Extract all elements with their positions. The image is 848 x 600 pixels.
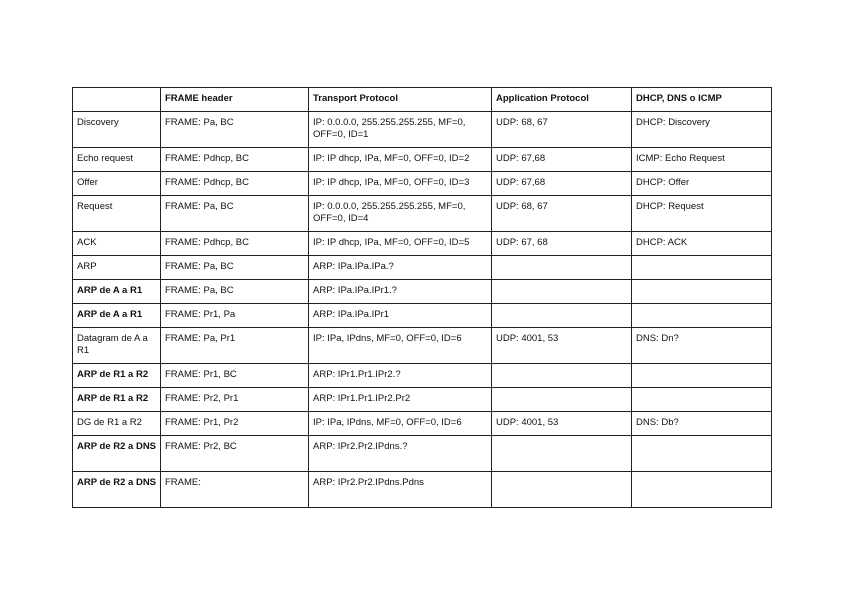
table-cell [632, 304, 772, 328]
table-cell: ARP: IPa.IPa.IPa.? [309, 256, 492, 280]
table-cell: IP: IPa, IPdns, MF=0, OFF=0, ID=6 [309, 328, 492, 364]
table-cell [632, 436, 772, 472]
table-cell: IP: IPa, IPdns, MF=0, OFF=0, ID=6 [309, 412, 492, 436]
table-row [73, 436, 772, 472]
table-cell: FRAME: Pr1, BC [161, 364, 309, 388]
table-cell [632, 388, 772, 412]
table-cell: UDP: 67,68 [492, 172, 632, 196]
table-cell: DHCP: ACK [632, 232, 772, 256]
table-cell [632, 256, 772, 280]
table-cell: Offer [73, 172, 161, 196]
table-cell: FRAME: Pa, BC [161, 256, 309, 280]
table-cell: DG de R1 a R2 [73, 412, 161, 436]
table-cell: DNS: Db? [632, 412, 772, 436]
table-cell: Request [73, 196, 161, 232]
table-row [73, 148, 772, 172]
protocol-table [72, 87, 772, 508]
table-cell: IP: 0.0.0.0, 255.255.255.255, MF=0, OFF=0, ID=1 [309, 112, 492, 148]
table-cell: ARP de R1 a R2 [73, 388, 161, 412]
table-cell: ARP: IPr2.Pr2.IPdns.? [309, 436, 492, 472]
table-cell: ARP de R1 a R2 [73, 364, 161, 388]
table-row [73, 280, 772, 304]
table-cell: IP: IP dhcp, IPa, MF=0, OFF=0, ID=3 [309, 172, 492, 196]
table-cell: FRAME: Pa, BC [161, 280, 309, 304]
table-cell [492, 304, 632, 328]
header-cell: FRAME header [161, 88, 309, 112]
table-cell: ICMP: Echo Request [632, 148, 772, 172]
table-row [73, 364, 772, 388]
table-cell: UDP: 68, 67 [492, 196, 632, 232]
header-cell: Application Protocol [492, 88, 632, 112]
table-cell: ARP de A a R1 [73, 280, 161, 304]
table-cell: DHCP: Request [632, 196, 772, 232]
table-cell: FRAME: Pr1, Pr2 [161, 412, 309, 436]
table-cell: UDP: 68, 67 [492, 112, 632, 148]
table-row [73, 472, 772, 508]
table-cell: IP: IP dhcp, IPa, MF=0, OFF=0, ID=2 [309, 148, 492, 172]
table-cell: ARP: IPa.IPa.IPr1.? [309, 280, 492, 304]
table-cell: DHCP: Offer [632, 172, 772, 196]
table-cell: DNS: Dn? [632, 328, 772, 364]
table-cell: Datagram de A a R1 [73, 328, 161, 364]
table-cell: ARP de A a R1 [73, 304, 161, 328]
table-cell: FRAME: Pa, BC [161, 196, 309, 232]
table-cell [492, 280, 632, 304]
table-cell: FRAME: Pa, Pr1 [161, 328, 309, 364]
header-cell [73, 88, 161, 112]
table-cell: IP: IP dhcp, IPa, MF=0, OFF=0, ID=5 [309, 232, 492, 256]
table-cell: IP: 0.0.0.0, 255.255.255.255, MF=0, OFF=0, ID=4 [309, 196, 492, 232]
table-cell [632, 280, 772, 304]
table-cell: FRAME: Pr1, Pa [161, 304, 309, 328]
table-cell [492, 472, 632, 508]
table-cell: ACK [73, 232, 161, 256]
table-cell: UDP: 67, 68 [492, 232, 632, 256]
table-cell: FRAME: [161, 472, 309, 508]
table-cell: ARP de R2 a DNS [73, 436, 161, 472]
table-cell: UDP: 4001, 53 [492, 328, 632, 364]
table-cell: Echo request [73, 148, 161, 172]
table-cell [632, 472, 772, 508]
table-row [73, 256, 772, 280]
table-cell: ARP: IPr2.Pr2.IPdns.Pdns [309, 472, 492, 508]
table-cell [492, 364, 632, 388]
table-cell: FRAME: Pdhcp, BC [161, 232, 309, 256]
table-row [73, 112, 772, 148]
table-cell [492, 436, 632, 472]
table-cell: Discovery [73, 112, 161, 148]
table-cell: ARP [73, 256, 161, 280]
table-row [73, 304, 772, 328]
table-cell [492, 256, 632, 280]
table-cell: DHCP: Discovery [632, 112, 772, 148]
table-row [73, 232, 772, 256]
table-cell: ARP: IPr1.Pr1.IPr2.? [309, 364, 492, 388]
table-row [73, 388, 772, 412]
table-cell: UDP: 4001, 53 [492, 412, 632, 436]
table-row [73, 196, 772, 232]
table-cell: FRAME: Pdhcp, BC [161, 148, 309, 172]
table-cell: FRAME: Pdhcp, BC [161, 172, 309, 196]
table-cell: FRAME: Pr2, BC [161, 436, 309, 472]
table-header-row [73, 88, 772, 112]
header-cell: Transport Protocol [309, 88, 492, 112]
table-cell: ARP: IPr1.Pr1.IPr2.Pr2 [309, 388, 492, 412]
table-row [73, 172, 772, 196]
header-cell: DHCP, DNS o ICMP [632, 88, 772, 112]
table-cell: UDP: 67,68 [492, 148, 632, 172]
table-cell: FRAME: Pr2, Pr1 [161, 388, 309, 412]
table-cell [492, 388, 632, 412]
table-cell: ARP de R2 a DNS [73, 472, 161, 508]
table-cell [632, 364, 772, 388]
table-row [73, 412, 772, 436]
table-cell: ARP: IPa.IPa.IPr1 [309, 304, 492, 328]
table-cell: FRAME: Pa, BC [161, 112, 309, 148]
table-row [73, 328, 772, 364]
